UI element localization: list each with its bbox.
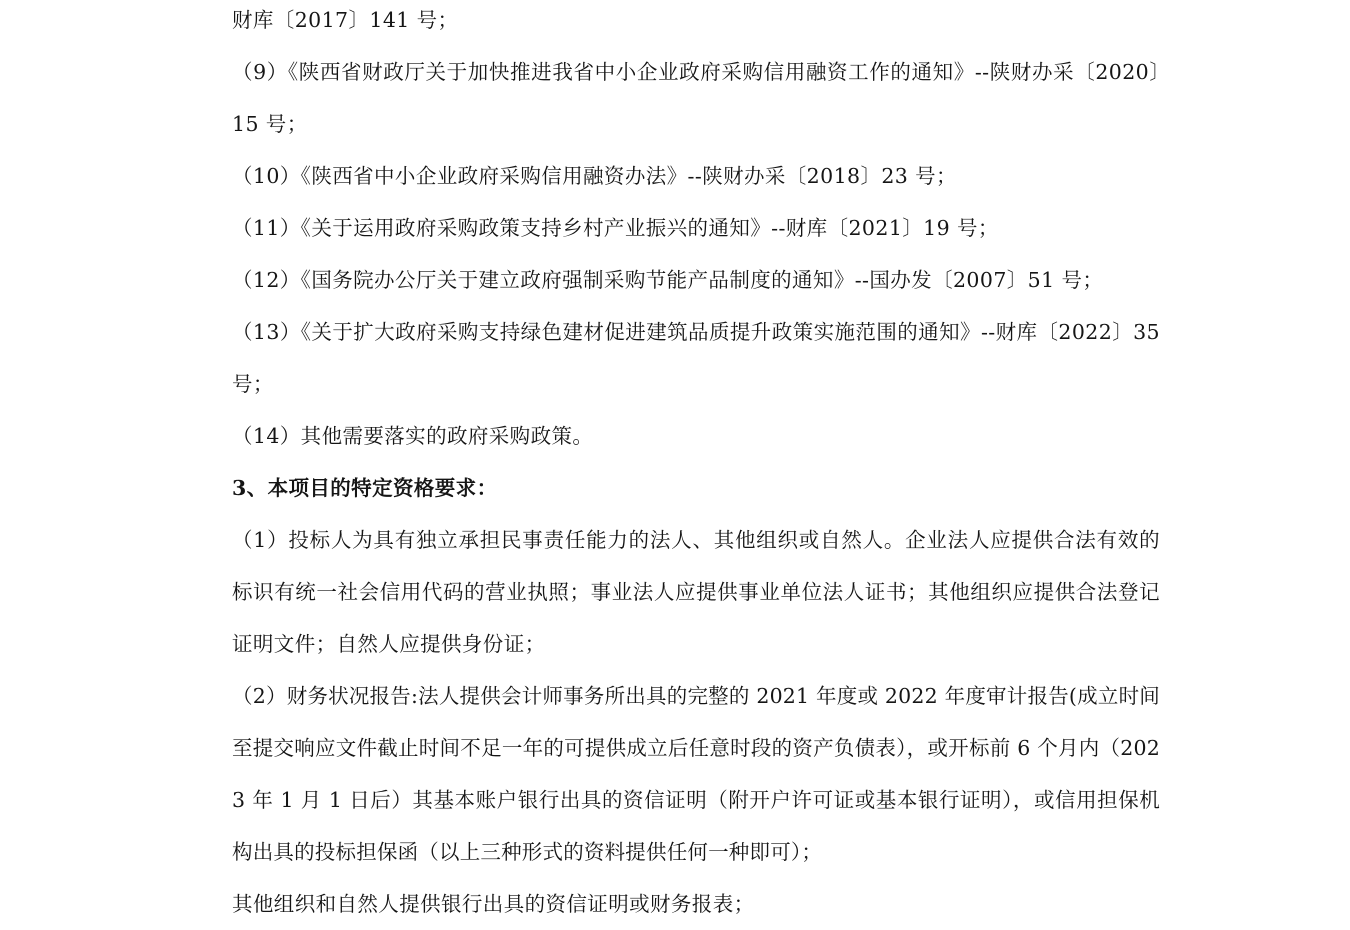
paragraph-policy-item-14: （14）其他需要落实的政府采购政策。 [232, 424, 594, 448]
paragraph-policy-item-10: （10）《陕西省中小企业政府采购信用融资办法》--陕财办采〔2018〕23 号； [232, 164, 957, 188]
paragraph-requirement-1: （1）投标人为具有独立承担民事责任能力的法人、其他组织或自然人。企业法人应提供合法有效的标识有统一社会信用代码的营业执照；事业法人应提供事业单位法人证书；其他组织应提供合法登记证明文件；自然人应提供身份证； [232, 528, 1160, 656]
paragraph-policy-item-9: （9）《陕西省财政厅关于加快推进我省中小企业政府采购信用融资工作的通知》--陕财办采〔2020〕15 号； [232, 60, 1160, 136]
paragraph-policy-item-12: （12）《国务院办公厅关于建立政府强制采购节能产品制度的通知》--国办发〔2007〕51 号； [232, 268, 1104, 292]
paragraph-requirement-2: （2）财务状况报告:法人提供会计师事务所出具的完整的 2021 年度或 2022 年度审计报告(成立时间至提交响应文件截止时间不足一年的可提供成立后任意时段的资产负债表），或开标前 6 个月内（2023 年 1 月 1 日后）其基本账户银行出具的资信证明（附开户许可证或基本银行证明），或信用担保机构出具的投标担保函（以上三种形式的资料提供任何一种即可）； [232, 684, 1160, 864]
paragraph-policy-item-13: （13）《关于扩大政府采购支持绿色建材促进建筑品质提升政策实施范围的通知》--财库〔2022〕35 号； [232, 320, 1160, 396]
heading-section-3: 3、本项目的特定资格要求： [232, 476, 498, 500]
paragraph-requirement-2-continued: 其他组织和自然人提供银行出具的资信证明或财务报表； [232, 892, 755, 916]
paragraph-caiku-141: 财库〔2017〕141 号； [232, 8, 459, 32]
paragraph-policy-item-11: （11）《关于运用政府采购政策支持乡村产业振兴的通知》--财库〔2021〕19 号； [232, 216, 999, 240]
document-body [232, 0, 1160, 930]
